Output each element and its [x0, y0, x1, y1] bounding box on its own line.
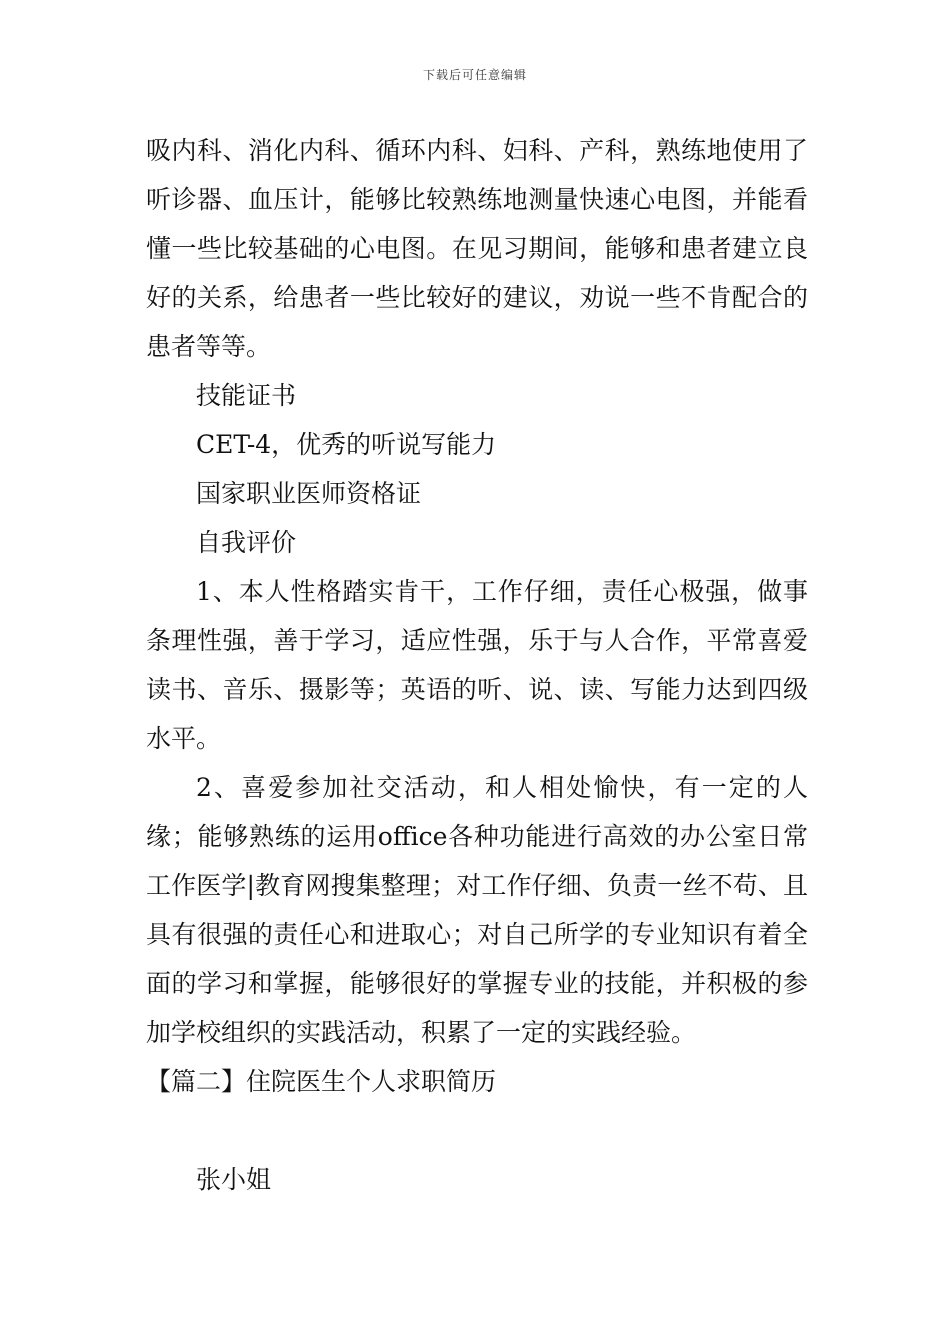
- blank-line: [146, 1106, 808, 1155]
- self-evaluation-item-2: 2、喜爱参加社交活动，和人相处愉快，有一定的人缘；能够熟练的运用office各种功能进行高效的办公室日常工作医学|教育网搜集整理；对工作仔细、负责一丝不苟、且具有很强的责任心和进取心；对自己所学的专业知识有着全面的学习和掌握，能够很好的掌握专业的技能，并积极的参加学校组织的实践活动，积累了一定的实践经验。: [146, 773, 808, 1047]
- skill-physician-license: 国家职业医师资格证: [196, 479, 422, 508]
- skills-heading: 技能证书: [196, 381, 297, 410]
- applicant-name: 张小姐: [196, 1165, 272, 1194]
- document-body: [146, 126, 808, 1204]
- skill-cet4: CET-4，优秀的听说写能力: [196, 430, 497, 459]
- page-header: 下载后可任意编辑: [422, 68, 527, 82]
- section-title: 【篇二】住院医生个人求职简历: [146, 1067, 497, 1096]
- internship-paragraph: 吸内科、消化内科、循环内科、妇科、产科，熟练地使用了听诊器、血压计，能够比较熟练地测量快速心电图，并能看懂一些比较基础的心电图。在见习期间，能够和患者建立良好的关系，给患者一些比较好的建议，劝说一些不肯配合的患者等等。: [146, 136, 808, 361]
- self-evaluation-heading: 自我评价: [196, 528, 297, 557]
- self-evaluation-item-1: 1、本人性格踏实肯干，工作仔细，责任心极强，做事条理性强，善于学习，适应性强，乐于与人合作，平常喜爱读书、音乐、摄影等；英语的听、说、读、写能力达到四级水平。: [146, 577, 808, 753]
